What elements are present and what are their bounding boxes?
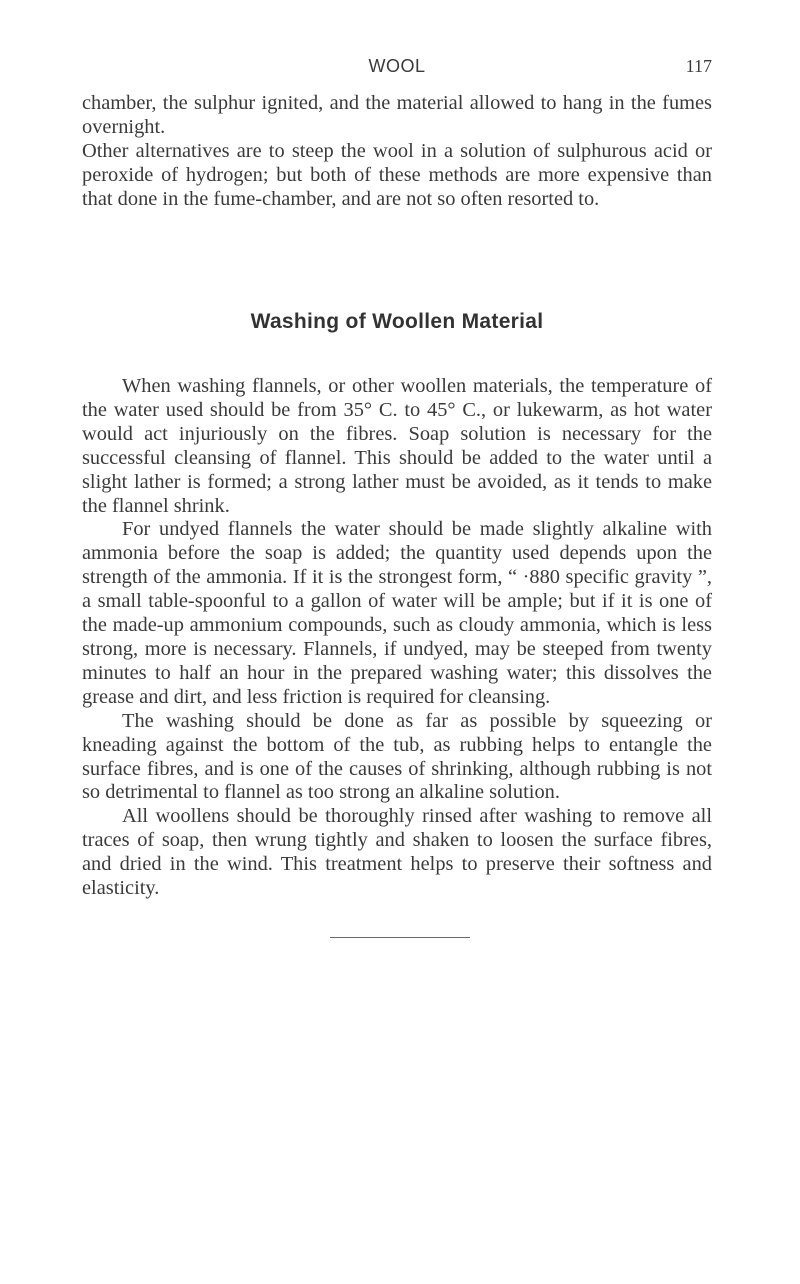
running-head — [82, 56, 712, 86]
section-end-rule — [330, 937, 470, 938]
paragraph: The washing should be done as far as possible by squeezing or kneading against the bottom of the tub, as rubbing helps to entangle the surface fibres, and is one of the causes of shrinking, although rubbing is not so detrimental to flannel as too strong an alkaline solution. — [82, 709, 712, 804]
running-title: WOOL — [368, 56, 426, 76]
paragraph: Other alternatives are to steep the wool in a solution of sulphurous acid or peroxide of hydrogen; but both of these methods are more expensive than that done in the fume-chamber, and are not so often resorted to. — [82, 139, 712, 210]
paragraph: All woollens should be thoroughly rinsed after washing to remove all traces of soap, then wrung tightly and shaken to loosen the surface fibres, and dried in the wind. This treatment helps to preserve their softness and elasticity. — [82, 805, 712, 900]
page-number: 117 — [685, 56, 712, 76]
section-body — [82, 375, 712, 901]
paragraph: When washing flannels, or other woollen materials, the temperature of the water used should be from 35° C. to 45° C., or lukewarm, as hot water would act injuriously on the fibres. Soap solution is necessary for the successful cleansing of flannel. This should be added to the water until a slight lather is formed; a strong lather must be avoided, as it tends to make the flannel shrink. — [82, 375, 712, 517]
paragraph: chamber, the sulphur ignited, and the material allowed to hang in the fumes overnight. — [82, 92, 712, 138]
paragraph: For undyed flannels the water should be made slightly alkaline with ammonia before the soap is added; the quantity used depends upon the strength of the ammonia. If it is the strongest form, “ ·880 specific gravity ”, a small table-spoonful to a gallon of water will be ample; but if it is one of the made-up ammonium compounds, such as cloudy ammonia, which is less strong, more is necessary. Flannels, if undyed, may be steeped from twenty minutes to half an hour in the prepared washing water; this dissolves the grease and dirt, and less friction is required for cleansing. — [82, 518, 712, 708]
section-heading: Washing of Woollen Material — [250, 310, 544, 333]
intro-text — [82, 92, 712, 212]
